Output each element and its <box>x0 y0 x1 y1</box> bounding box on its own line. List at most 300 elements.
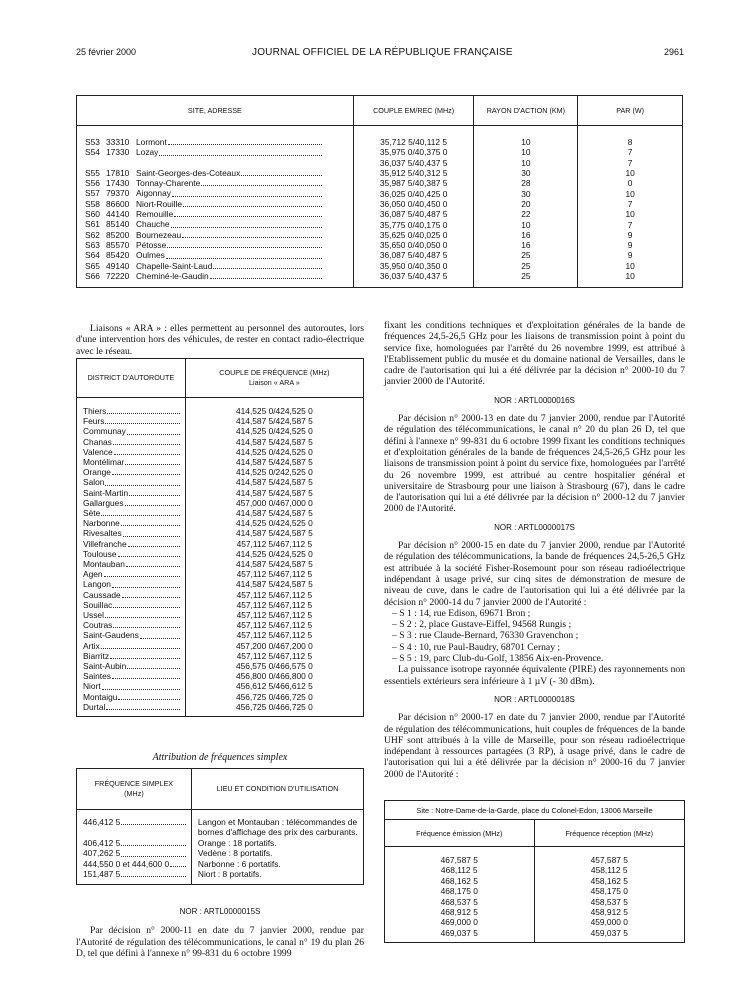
table-row <box>77 467 364 477</box>
table-row <box>77 590 364 600</box>
district-frequency: 456,575 0/466,575 0 <box>235 661 313 672</box>
district-cell <box>83 437 181 447</box>
district-frequency: 457,000 0/467,000 0 <box>235 497 313 508</box>
table-row <box>77 600 364 610</box>
district-cell <box>83 681 181 691</box>
table-row <box>385 876 685 886</box>
district-frequency: 414,587 5/424,587 5 <box>235 528 313 539</box>
ara-table <box>76 358 364 717</box>
district-frequency: 414,587 5/424,587 5 <box>235 436 313 447</box>
leader-dots <box>210 278 322 279</box>
district-name: Saint-Gaudens <box>83 630 139 641</box>
district-frequency: 457,112 5/467,112 5 <box>236 610 313 621</box>
reception-frequency: 457,587 5 <box>590 855 628 865</box>
marseille-frequency-table <box>384 800 685 943</box>
marseille-header-reception: Fréquence réception (MHz) <box>534 820 685 847</box>
site-city: Chauche <box>136 219 170 230</box>
right-column <box>384 320 685 780</box>
leader-dots <box>113 607 179 608</box>
district-frequency: 414,525 0/424,525 0 <box>235 446 313 457</box>
district-frequency: 457,112 5/467,112 5 <box>236 538 313 549</box>
district-name: Toulouse <box>83 548 117 559</box>
district-name: Coutras <box>83 620 113 631</box>
sites-header-site: SITE, ADRESSE <box>77 96 354 126</box>
table-row <box>77 447 364 457</box>
header-date: 25 février 2000 <box>76 47 137 57</box>
leader-dots <box>121 824 186 825</box>
district-cell <box>83 600 181 610</box>
site-city: Lozay <box>136 147 159 158</box>
site-code: S64 <box>85 250 100 261</box>
site-code: S57 <box>85 188 100 199</box>
table-row <box>77 188 683 198</box>
leader-dots <box>159 155 321 156</box>
site-address <box>85 230 323 240</box>
table-row <box>77 620 364 630</box>
site-city: Lormont <box>136 137 167 147</box>
leader-dots <box>183 206 322 207</box>
site-address <box>85 261 323 271</box>
district-cell <box>83 467 181 477</box>
site-couple: 35,912 5/40,312 5 <box>353 168 474 178</box>
leader-dots <box>121 856 186 857</box>
district-name: Langon <box>83 579 111 590</box>
leader-dots <box>105 617 180 618</box>
site-postcode: 85570 <box>106 239 130 250</box>
district-name: Narbonne <box>83 518 120 529</box>
district-name: Villefranche <box>83 538 127 549</box>
leader-dots <box>128 546 180 547</box>
table-row <box>77 178 683 188</box>
leader-dots <box>127 668 179 669</box>
site-code: S54 <box>85 147 100 158</box>
leader-dots <box>201 185 322 186</box>
simplex-frequency-cell <box>83 869 187 879</box>
site-par: 10 <box>625 209 635 220</box>
district-name: Montauban <box>83 559 125 570</box>
simplex-lieu: Vedène : 8 portatifs. <box>197 848 273 859</box>
table-row <box>77 147 683 157</box>
site-code: S55 <box>85 167 100 178</box>
leader-dots <box>127 434 180 435</box>
district-frequency: 456,612 5/466,612 5 <box>235 681 313 692</box>
site-par: 7 <box>627 219 633 230</box>
emission-frequency: 469,000 0 <box>385 917 535 927</box>
site-par: 7 <box>627 157 633 168</box>
leader-dots <box>107 413 180 414</box>
simplex-frequency-cell <box>83 859 187 869</box>
header-page-number: 2961 <box>663 47 684 57</box>
reception-frequency: 458,175 0 <box>590 886 628 897</box>
sites-header-rayon: RAYON D'ACTION (KM) <box>474 96 578 126</box>
table-row <box>77 539 364 549</box>
district-frequency: 457,112 5/467,112 5 <box>236 650 313 661</box>
table-row <box>77 199 683 209</box>
district-frequency: 414,587 5/424,587 5 <box>235 579 313 590</box>
table-row <box>77 250 683 260</box>
leader-dots <box>105 423 179 424</box>
leader-dots <box>213 268 321 269</box>
site-list-item: – S 3 : rue Claude-Bernard, 76330 Gravenchon ; <box>400 630 685 641</box>
site-city: Cheminé-le-Gaudin <box>136 270 209 281</box>
leader-dots <box>170 866 186 867</box>
ara-header-couple-line1: COUPLE DE FRÉQUENCE (MHz) <box>219 368 330 377</box>
district-cell <box>83 702 181 712</box>
reception-frequency: 458,912 5 <box>590 907 628 918</box>
table-row <box>385 886 685 896</box>
site-postcode: 72220 <box>106 270 130 281</box>
simplex-frequency: 444,550 0 et 444,600 0 <box>83 858 170 869</box>
district-name: Chanas <box>83 436 112 447</box>
site-rayon: 25 <box>474 250 578 260</box>
district-name: Salon <box>83 477 105 488</box>
site-par: 10 <box>625 260 635 271</box>
site-address <box>85 188 323 198</box>
simplex-caption: Attribution de fréquences simplex <box>152 752 288 763</box>
table-row <box>77 610 364 620</box>
site-par: 10 <box>625 188 635 199</box>
simplex-lieu: Narbonne : 6 portatifs. <box>197 858 281 869</box>
site-list-item: – S 2 : 2, place Gustave-Eiffel, 94568 Rungis ; <box>400 619 685 630</box>
leader-dots <box>101 648 180 649</box>
table-row <box>77 240 683 250</box>
site-code: S53 <box>85 137 100 147</box>
sites-table-body <box>77 126 683 288</box>
site-par: 7 <box>627 198 633 209</box>
site-city: Oulmes <box>136 250 165 261</box>
site-list-item: – S 5 : 19, parc Club-du-Golf, 13856 Aix-en-Provence. <box>400 653 685 664</box>
table-row <box>77 508 364 518</box>
district-cell <box>83 498 181 508</box>
table-row <box>77 416 364 426</box>
site-par: 9 <box>627 229 633 240</box>
site-address <box>85 209 323 219</box>
simplex-frequency-cell <box>83 817 187 827</box>
district-cell <box>83 426 181 436</box>
site-par: 9 <box>627 250 633 261</box>
district-cell <box>83 457 181 467</box>
simplex-frequency: 406,412 5 <box>83 837 121 848</box>
site-city: Bournezeau <box>136 229 182 240</box>
district-frequency: 414,587 5/424,587 5 <box>235 508 313 519</box>
site-postcode: 17430 <box>106 178 130 189</box>
district-frequency: 414,587 5/424,587 5 <box>235 457 313 468</box>
decision-2000-11: Par décision n° 2000-11 en date du 7 janvier 2000, rendue par l'Autorité de régulation des télécommunications, le canal n° 19 du plan 26 D, tel que défini à l'annexe n° 99-831 du 6 octobre 1999 <box>76 925 364 959</box>
leader-dots <box>113 627 179 628</box>
district-cell <box>83 579 181 589</box>
district-cell <box>83 508 181 518</box>
district-name: Montaigu <box>83 691 118 702</box>
ara-header-couple-line2: Liaison « ARA » <box>249 378 300 387</box>
simplex-table <box>76 768 364 885</box>
district-frequency: 414,587 5/424,587 5 <box>235 487 313 498</box>
district-frequency: 457,112 5/467,112 5 <box>236 620 313 631</box>
site-couple: 35,625 0/40,025 0 <box>353 230 474 240</box>
reception-frequency: 458,112 5 <box>590 865 628 876</box>
simplex-lieu: Niort : 8 portatifs. <box>197 869 262 880</box>
district-frequency: 414,587 5/424,587 5 <box>235 477 313 488</box>
site-rayon: 25 <box>474 271 578 281</box>
district-cell <box>83 590 181 600</box>
table-row <box>385 865 685 875</box>
page-header <box>76 47 684 61</box>
marseille-table-body <box>385 847 685 943</box>
decision-2000-15: Par décision n° 2000-15 en date du 7 janvier 2000, rendue par l'Autorité de régulation des télécommunications, la bande de fréquences 24,5-26,5 GHz est attribuée à la société Fisher-Rosemount pour son réseau radioélectrique indépendant à usage privé, sur cinq sites de démonstration de mesure de niveau de cuve, dans le cadre de l'autorisation qui lui a été délivrée par la décision n° 2000-14 du 7 janvier 2000 de l'Autorité : <box>384 540 685 608</box>
district-name: Agen <box>83 569 103 580</box>
ara-intro-text: Liaisons « ARA » : elles permettent au personnel des autoroutes, lors d'une intervention hors des véhicules, de rester en contact radio-électrique avec le réseau. <box>76 323 364 357</box>
table-row <box>77 630 364 640</box>
district-name: Gallargues <box>83 497 124 508</box>
leader-dots <box>174 216 322 217</box>
leader-dots <box>102 689 180 690</box>
leader-dots <box>121 845 186 846</box>
table-row <box>77 219 683 229</box>
nor-reference-18: NOR : ARTL0000018S <box>494 694 575 704</box>
table-row <box>385 897 685 907</box>
district-name: Ussel <box>83 610 104 621</box>
table-row <box>77 518 364 528</box>
site-postcode: 49140 <box>106 260 130 271</box>
left-bottom-text <box>76 906 364 959</box>
table-row <box>385 917 685 927</box>
simplex-header-freq-line2: (MHz) <box>124 789 144 798</box>
district-name: Niort <box>83 681 101 692</box>
site-par: 0 <box>627 178 633 189</box>
site-couple: 36,037 5/40,437 5 <box>353 271 474 281</box>
site-city: Pétosse <box>136 239 167 250</box>
district-name: Durtal <box>83 701 106 712</box>
site-rayon: 30 <box>474 188 578 198</box>
district-cell <box>83 559 181 569</box>
leader-dots <box>112 474 180 475</box>
district-cell <box>83 447 181 457</box>
district-name: Montélimar <box>83 457 125 468</box>
leader-dots <box>112 678 180 679</box>
site-city: Aigonnay <box>136 188 171 199</box>
site-par: 10 <box>625 168 635 179</box>
table-row <box>77 671 364 681</box>
district-name: Orange <box>83 467 111 478</box>
site-code: S63 <box>85 239 100 250</box>
simplex-frequency: 151,487 5 <box>83 869 121 880</box>
site-postcode: 85420 <box>106 250 130 261</box>
table-row <box>77 168 683 178</box>
table-row <box>77 681 364 691</box>
leader-dots <box>118 556 180 557</box>
ara-intro <box>76 323 364 357</box>
site-postcode: 85140 <box>106 219 130 230</box>
site-address <box>85 250 323 260</box>
district-cell <box>83 569 181 579</box>
simplex-lieu: Orange : 18 portatifs. <box>197 837 277 848</box>
nor-reference-15: NOR : ARTL0000015S <box>179 907 261 916</box>
district-cell <box>83 651 181 661</box>
site-postcode: 79370 <box>106 188 130 199</box>
district-frequency: 414,525 0/242,525 0 <box>235 467 313 478</box>
district-frequency: 457,112 5/467,112 5 <box>236 599 313 610</box>
leader-dots <box>112 587 180 588</box>
table-row <box>77 498 364 508</box>
site-postcode: 33310 <box>106 137 130 147</box>
district-cell <box>83 620 181 630</box>
simplex-header-freq <box>77 769 192 810</box>
district-name: Thiers <box>83 406 107 416</box>
simplex-header-lieu: LIEU ET CONDITION D'UTILISATION <box>191 769 363 810</box>
header-title: JOURNAL OFFICIEL DE LA RÉPUBLIQUE FRANÇAISE <box>252 47 513 58</box>
emission-frequency: 469,037 5 <box>385 928 535 938</box>
leader-dots <box>140 638 180 639</box>
reception-frequency: 458,537 5 <box>590 896 628 907</box>
pire-statement: La puissance isotrope rayonnée équivalente (PIRE) des rayonnements non essentiels extérieurs sera inférieure à 1 µV (- 30 dBm). <box>384 664 685 687</box>
leader-dots <box>166 258 322 259</box>
site-rayon: 20 <box>474 199 578 209</box>
district-name: Sète <box>83 508 101 519</box>
district-frequency: 456,725 0/466,725 0 <box>235 691 313 702</box>
site-rayon: 22 <box>474 209 578 219</box>
site-couple: 35,950 0/40,350 0 <box>353 261 474 271</box>
district-frequency: 414,525 0/424,525 0 <box>235 548 313 559</box>
district-frequency: 414,525 0/424,525 0 <box>235 426 313 437</box>
table-row <box>77 569 364 579</box>
table-row <box>77 838 364 848</box>
site-address <box>85 178 323 188</box>
leader-dots <box>125 464 179 465</box>
district-cell <box>83 610 181 620</box>
emission-frequency: 468,175 0 <box>385 886 535 896</box>
table-row <box>77 209 683 219</box>
leader-dots <box>121 876 186 877</box>
district-name: Artix <box>83 640 100 651</box>
district-frequency: 414,525 0/424,525 0 <box>235 518 313 529</box>
site-par: 7 <box>627 147 633 158</box>
table-row <box>77 702 364 712</box>
reception-frequency: 459,000 0 <box>590 917 628 928</box>
site-code: S65 <box>85 260 100 271</box>
table-row <box>77 817 364 838</box>
table-row <box>77 137 683 147</box>
district-cell <box>83 671 181 681</box>
simplex-frequency: 407,262 5 <box>83 848 121 859</box>
sites-header-couple: COUPLE EM/REC (MHz) <box>353 96 474 126</box>
leader-dots <box>126 566 180 567</box>
table-row <box>77 488 364 498</box>
table-row <box>77 848 364 858</box>
district-name: Saint-Martin <box>83 487 129 498</box>
site-address <box>85 271 323 281</box>
decision-2000-13: Par décision n° 2000-13 en date du 7 janvier 2000, rendue par l'Autorité de régulation des télécommunications, le canal n° 20 du plan 26 D, tel que défini à l'annexe n° 99-831 du 6 octobre 1999 fixant les conditions techniques et d'exploitation générales de la bande de fréquences 24,5-26,5 GHz pour les liaisons de transmission point à point du service fixe, homologuées par l'arrêté du 26 novembre 1999, est attribué au centre hospitalier général et universitaire de Strasbourg pour une liaison à Strasbourg (67), dans le cadre de l'autorisation qui lui a été délivrée par la décision n° 2000-12 du 7 janvier 2000 de l'Autorité. <box>384 413 685 515</box>
table-row <box>385 907 685 917</box>
site-list-item: – S 4 : 10, rue Paul-Baudry, 68701 Cernay ; <box>400 642 685 653</box>
district-frequency: 414,587 5/424,587 5 <box>235 559 313 570</box>
site-couple: 36,025 0/40,425 0 <box>353 188 474 198</box>
table-row <box>77 859 364 869</box>
site-postcode: 85200 <box>106 229 130 240</box>
ara-header-district: DISTRICT D'AUTOROUTE <box>77 359 186 398</box>
site-couple: 36,087 5/40,487 5 <box>353 209 474 219</box>
leader-dots <box>167 247 321 248</box>
table-row <box>77 457 364 467</box>
decision-2000-10-continued: fixant les conditions techniques et d'exploitation générales de la bande de fréquences 24,5-26,5 GHz pour les liaisons de transmission point à point du service fixe, homologuées par l'arrêté du 26 novembre 1999, est attribué à l'Etablissement public du musée et du domaine national de Versailles, dans le cadre de l'autorisation qui lui a été délivrée par la décision n° 2000-10 du 7 janvier 2000 de l'Autorité. <box>384 320 685 388</box>
district-cell <box>83 549 181 559</box>
emission-frequency: 468,112 5 <box>385 865 535 875</box>
leader-dots <box>125 505 180 506</box>
site-couple: 35,712 5/40,112 5 <box>353 137 474 147</box>
table-row <box>77 661 364 671</box>
site-city: Niort-Rouille <box>136 198 183 209</box>
site-city: Saint-Georges-des-Coteaux <box>136 167 241 178</box>
site-city: Remouille <box>136 209 174 220</box>
site-couple: 35,987 5/40,387 5 <box>353 178 474 188</box>
district-frequency: 457,112 5/467,112 5 <box>236 630 313 641</box>
emission-frequency: 468,537 5 <box>385 897 535 907</box>
table-row <box>77 579 364 589</box>
table-row <box>77 651 364 661</box>
site-list <box>384 608 685 664</box>
district-name: Feurs <box>83 416 105 427</box>
reception-frequency: 459,037 5 <box>590 927 628 938</box>
site-address <box>85 168 323 178</box>
district-cell <box>83 528 181 538</box>
table-row <box>77 158 683 168</box>
sites-header-par: PAR (W) <box>578 96 683 126</box>
district-cell <box>83 488 181 498</box>
site-code: S58 <box>85 198 100 209</box>
nor-reference-17: NOR : ARTL0000017S <box>494 522 575 532</box>
decision-2000-17: Par décision n° 2000-17 en date du 7 janvier 2000, rendue par l'Autorité de régulation des télécommunications, huit couples de fréquences de la bande UHF sont attribués à la ville de Marseille, pour son réseau radioélectrique indépendant à ressources partagées (3 RP), à usage privé, dans le cadre de l'autorisation qui lui a été délivrée par la décision n° 2000-16 du 7 janvier 2000 de l'Autorité : <box>384 712 685 780</box>
site-couple: 35,975 0/40,375 0 <box>353 147 474 157</box>
table-row <box>385 928 685 938</box>
site-rayon: 16 <box>474 230 578 240</box>
district-name: Caussade <box>83 589 121 600</box>
leader-dots <box>129 495 180 496</box>
leader-dots <box>168 144 322 145</box>
emission-frequency: 468,912 5 <box>385 907 535 917</box>
district-cell <box>83 518 181 528</box>
site-city: Chapelle-Saint-Laud <box>136 260 213 271</box>
ara-header-couple <box>185 359 363 398</box>
leader-dots <box>122 597 180 598</box>
site-par: 9 <box>627 240 633 251</box>
district-frequency: 414,525 0/424,525 0 <box>235 406 313 416</box>
district-frequency: 457,200 0/467,200 0 <box>235 640 313 651</box>
table-row <box>77 437 364 447</box>
site-city: Tonnay-Charente <box>136 178 201 189</box>
leader-dots <box>118 699 179 700</box>
district-name: Communay <box>83 426 126 437</box>
district-name: Saintes <box>83 671 111 682</box>
site-code: S60 <box>85 209 100 220</box>
table-row <box>77 559 364 569</box>
leader-dots <box>121 525 180 526</box>
simplex-frequency: 446,412 5 <box>83 817 121 827</box>
site-rayon: 30 <box>474 168 578 178</box>
district-cell <box>83 661 181 671</box>
leader-dots <box>172 196 322 197</box>
reception-frequency: 458,162 5 <box>590 875 628 886</box>
leader-dots <box>182 237 322 238</box>
district-frequency: 457,112 5/467,112 5 <box>236 569 313 580</box>
district-frequency: 456,725 0/466,725 0 <box>235 701 313 712</box>
site-par: 8 <box>627 137 633 148</box>
district-cell <box>83 641 181 651</box>
table-row <box>77 869 364 879</box>
site-address <box>85 137 323 147</box>
district-name: Saint-Aubin <box>83 661 127 672</box>
site-code: S56 <box>85 178 100 189</box>
leader-dots <box>123 536 180 537</box>
site-code: S62 <box>85 229 100 240</box>
district-name: Valence <box>83 446 113 457</box>
